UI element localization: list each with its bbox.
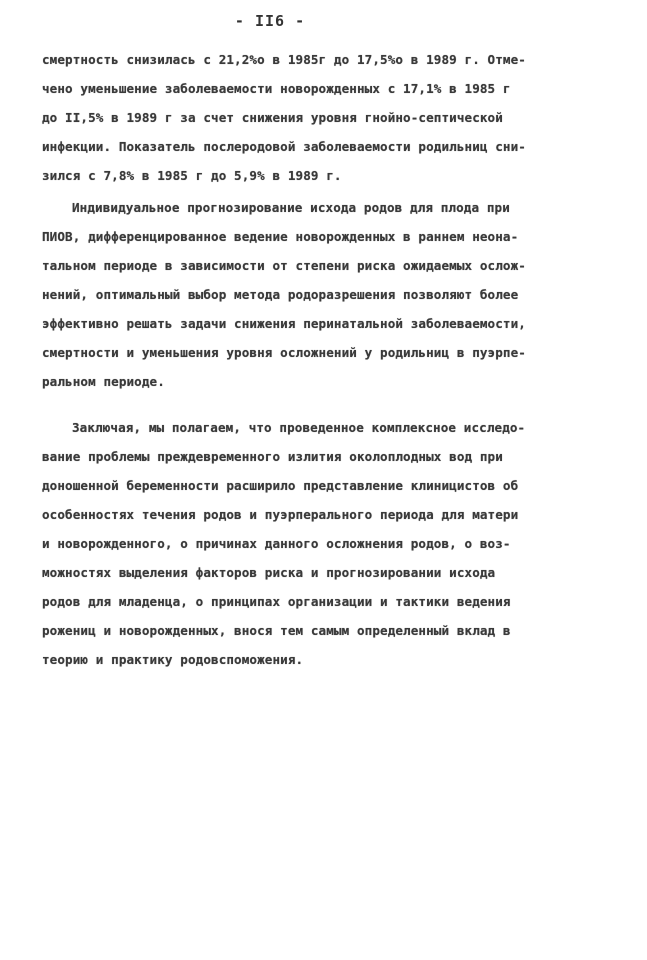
text-line: до II,5% в 1989 г за счет снижения уровня гнойно-септической [42, 110, 503, 125]
text-line: Заключая, мы полагаем, что проведенное комплексное исследо- [72, 420, 526, 435]
text-line: рожениц и новорожденных, внося тем самым определенный вклад в [42, 623, 511, 638]
text-line: эффективно решать задачи снижения перинатальной заболеваемости, [42, 316, 526, 331]
text-line: теорию и практику родовспоможения. [42, 652, 304, 667]
paragraph-3 [42, 413, 602, 674]
text-line: ральном периоде. [42, 374, 165, 389]
text-line: и новорожденного, о причинах данного осложнения родов, о воз- [42, 536, 511, 551]
text-line: тальном периоде в зависимости от степени риска ожидаемых ослож- [42, 258, 526, 273]
text-line: доношенной беременности расширило представление клиницистов об [42, 478, 519, 493]
paragraph-1 [42, 45, 602, 190]
text-line: особенностях течения родов и пуэрперального периода для матери [42, 507, 519, 522]
text-line: зился с 7,8% в 1985 г до 5,9% в 1989 г. [42, 168, 342, 183]
text-line: вание проблемы преждевременного излития околоплодных вод при [42, 449, 503, 464]
paragraph-2 [42, 193, 602, 396]
text-line: Индивидуальное прогнозирование исхода родов для плода при [72, 200, 510, 215]
text-line: нений, оптимальный выбор метода родоразрешения позволяют более [42, 287, 519, 302]
text-line: смертность снизилась с 21,2%о в 1985г до 17,5%о в 1989 г. Отме- [42, 52, 526, 67]
text-line: родов для младенца, о принципах организации и тактики ведения [42, 594, 511, 609]
text-line: инфекции. Показатель послеродовой заболеваемости родильниц сни- [42, 139, 526, 154]
text-line: чено уменьшение заболеваемости новорожденных с 17,1% в 1985 г [42, 81, 511, 96]
page-number: - II6 - [234, 12, 306, 30]
text-line: ПИОВ, дифференцированное ведение новорожденных в раннем неона- [42, 229, 519, 244]
text-line: смертности и уменьшения уровня осложнений у родильниц в пуэрпе- [42, 345, 526, 360]
text-line: можностях выделения факторов риска и прогнозировании исхода [42, 565, 496, 580]
